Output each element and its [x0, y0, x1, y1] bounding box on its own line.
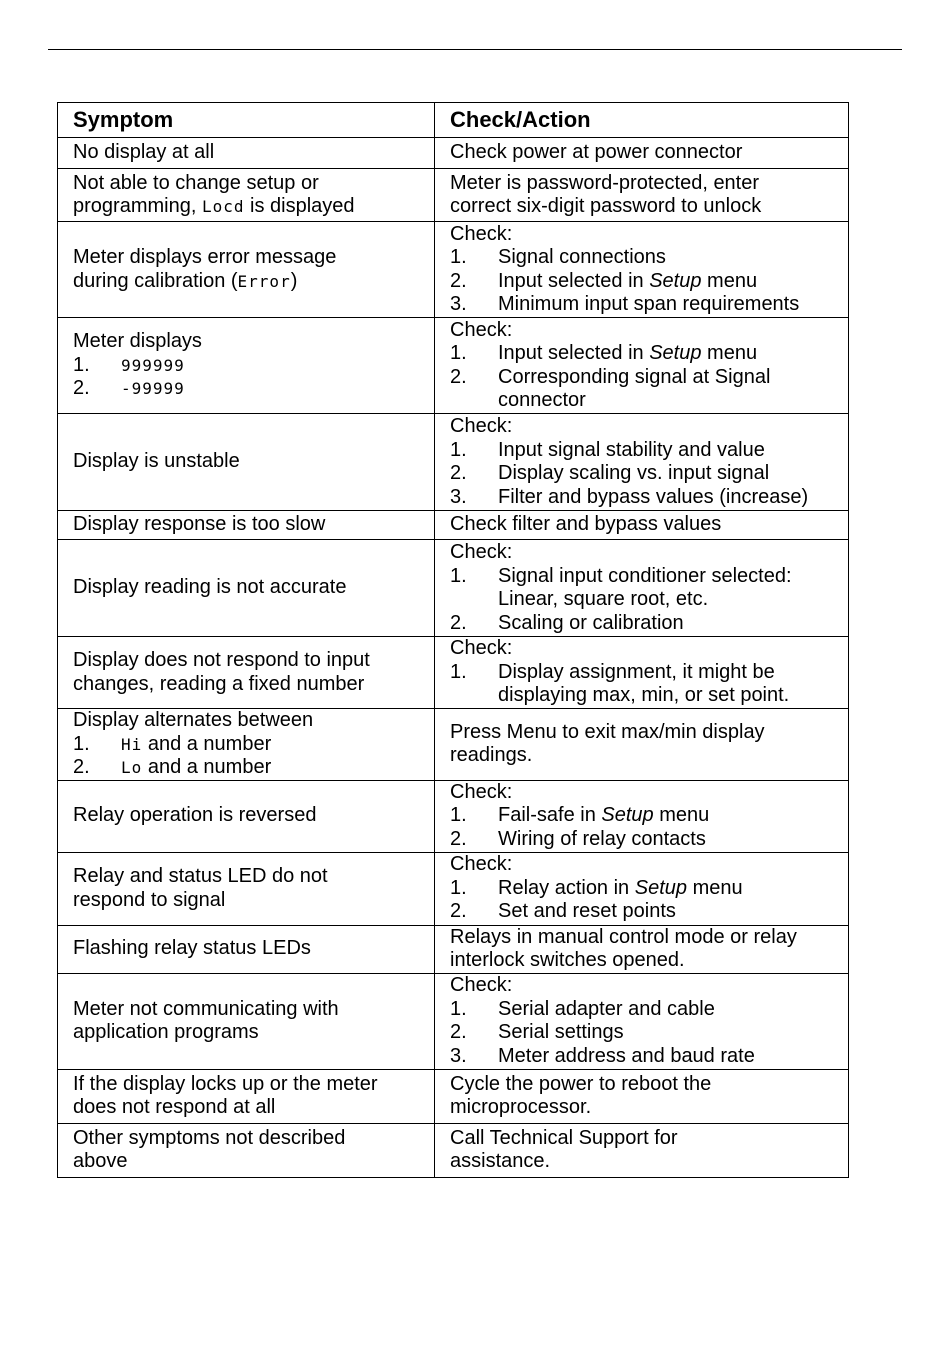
action-list-item: 2. Wiring of relay contacts: [450, 827, 706, 850]
symptom-line: Flashing relay status LEDs: [73, 937, 311, 960]
action-list-item: 1. Relay action in Setup menu: [450, 876, 743, 899]
symptom-line: Relay operation is reversed: [73, 804, 317, 827]
symptom-line: Other symptoms not described: [73, 1126, 346, 1149]
action-heading: Check:: [450, 974, 513, 996]
action-list-item: 3. Filter and bypass values (increase): [450, 485, 809, 508]
symptom-cell: [58, 511, 435, 540]
symptom-cell: [58, 540, 435, 637]
action-line: microprocessor.: [450, 1096, 592, 1118]
action-line: Meter is password-protected, enter: [450, 171, 760, 194]
action-list-item: 2. Serial settings: [450, 1021, 624, 1043]
table-row: [58, 318, 849, 414]
symptom-line: changes, reading a fixed number: [73, 672, 365, 695]
action-cell: [435, 169, 849, 222]
symptom-cell: [58, 709, 435, 781]
symptom-line: Meter displays error message: [73, 246, 337, 268]
action-list-item: 3. Meter address and baud rate: [450, 1044, 755, 1067]
symptom-line: does not respond at all: [73, 1096, 276, 1118]
action-line: Relays in manual control mode or relay: [450, 925, 797, 948]
symptom-line: respond to signal: [73, 888, 226, 911]
action-cell: [435, 138, 849, 169]
symptom-list-item: 2. -99999: [73, 377, 185, 400]
action-cell: [435, 318, 849, 414]
symptom-line: If the display locks up or the meter: [73, 1072, 378, 1095]
action-list-item: 1. Input signal stability and value: [450, 438, 765, 461]
action-cell: [435, 222, 849, 318]
action-list-item: 1. Signal input conditioner selected: Linear, square root, etc.: [450, 564, 792, 610]
action-line: assistance.: [450, 1150, 551, 1172]
symptom-line: Display does not respond to input: [73, 649, 370, 671]
action-cell: [435, 973, 849, 1069]
symptom-list-item: 1. Hi and a number: [73, 732, 272, 755]
action-cell: [435, 540, 849, 637]
action-cell: [435, 852, 849, 925]
symptom-line: Not able to change setup or: [73, 171, 319, 194]
symptom-cell: [58, 222, 435, 318]
action-list-item: 2. Input selected in Setup menu: [450, 269, 758, 292]
table-row: [58, 925, 849, 973]
symptom-cell: [58, 780, 435, 852]
action-cell: [435, 1123, 849, 1177]
symptom-cell: [58, 973, 435, 1069]
action-heading: Check:: [450, 541, 513, 563]
table-row: [58, 222, 849, 318]
action-line: interlock switches opened.: [450, 949, 685, 971]
table-row: [58, 709, 849, 781]
symptom-column-header: Symptom: [58, 103, 435, 138]
symptom-line: Display alternates between: [73, 709, 314, 731]
symptom-line: Meter not communicating with: [73, 997, 339, 1020]
symptom-line: during calibration (Error): [73, 269, 298, 292]
symptom-line: Display reading is not accurate: [73, 576, 347, 599]
action-line: Check power at power connector: [450, 141, 743, 164]
action-list-item: 3. Minimum input span requirements: [450, 293, 800, 315]
symptom-line: No display at all: [73, 141, 215, 164]
action-cell: [435, 637, 849, 709]
table-row: [58, 511, 849, 540]
symptom-cell: [58, 852, 435, 925]
table-header-row: [58, 103, 849, 138]
action-line: correct six-digit password to unlock: [450, 195, 762, 217]
action-heading: Check:: [450, 637, 513, 660]
action-line: Check filter and bypass values: [450, 513, 722, 536]
action-list-item: 2. Corresponding signal at Signal connector: [450, 365, 771, 411]
symptom-list-item: 2. Lo and a number: [73, 756, 272, 778]
symptom-line: programming, Locd is displayed: [73, 195, 355, 217]
symptom-cell: [58, 1069, 435, 1123]
action-list-item: 1. Input selected in Setup menu: [450, 342, 758, 364]
action-line: readings.: [450, 744, 533, 767]
table-row: [58, 1123, 849, 1177]
table-row: [58, 973, 849, 1069]
symptom-cell: [58, 637, 435, 709]
table-row: [58, 540, 849, 637]
action-list-item: 2. Display scaling vs. input signal: [450, 462, 770, 484]
action-cell: [435, 925, 849, 973]
action-list-item: 2. Scaling or calibration: [450, 611, 684, 634]
action-list-item: 1. Display assignment, it might be displaying max, min, or set point.: [450, 660, 790, 707]
action-line: Call Technical Support for: [450, 1126, 678, 1149]
action-cell: [435, 414, 849, 511]
action-line: Press Menu to exit max/min display: [450, 720, 765, 743]
header-rule: [48, 49, 902, 50]
symptom-line: Display response is too slow: [73, 513, 326, 536]
action-heading: Check:: [450, 415, 513, 437]
action-list-item: 2. Set and reset points: [450, 900, 676, 923]
table-row: [58, 852, 849, 925]
symptom-line: Display is unstable: [73, 450, 240, 473]
action-heading: Check:: [450, 780, 513, 803]
symptom-line: Relay and status LED do not: [73, 865, 328, 887]
action-line: Cycle the power to reboot the: [450, 1072, 712, 1095]
table-row: [58, 780, 849, 852]
action-list-item: 1. Fail-safe in Setup menu: [450, 804, 710, 827]
symptom-cell: [58, 925, 435, 973]
table-row: [58, 138, 849, 169]
action-cell: [435, 511, 849, 540]
troubleshooting-table: [57, 102, 849, 1178]
action-heading: Check:: [450, 222, 513, 245]
symptom-cell: [58, 318, 435, 414]
symptom-line: application programs: [73, 1021, 259, 1043]
action-cell: [435, 709, 849, 781]
symptom-cell: [58, 1123, 435, 1177]
action-cell: [435, 1069, 849, 1123]
action-list-item: 1. Serial adapter and cable: [450, 997, 715, 1020]
symptom-list-item: 1. 999999: [73, 353, 185, 376]
action-heading: Check:: [450, 853, 513, 876]
symptom-line: Meter displays: [73, 330, 202, 353]
table-row: [58, 414, 849, 511]
table-row: [58, 1069, 849, 1123]
action-list-item: 1. Signal connections: [450, 246, 666, 268]
table-row: [58, 169, 849, 222]
symptom-cell: [58, 138, 435, 169]
action-column-header: Check/Action: [435, 103, 849, 138]
symptom-cell: [58, 414, 435, 511]
symptom-line: above: [73, 1150, 128, 1172]
symptom-cell: [58, 169, 435, 222]
table-row: [58, 637, 849, 709]
action-cell: [435, 780, 849, 852]
action-heading: Check:: [450, 318, 513, 341]
